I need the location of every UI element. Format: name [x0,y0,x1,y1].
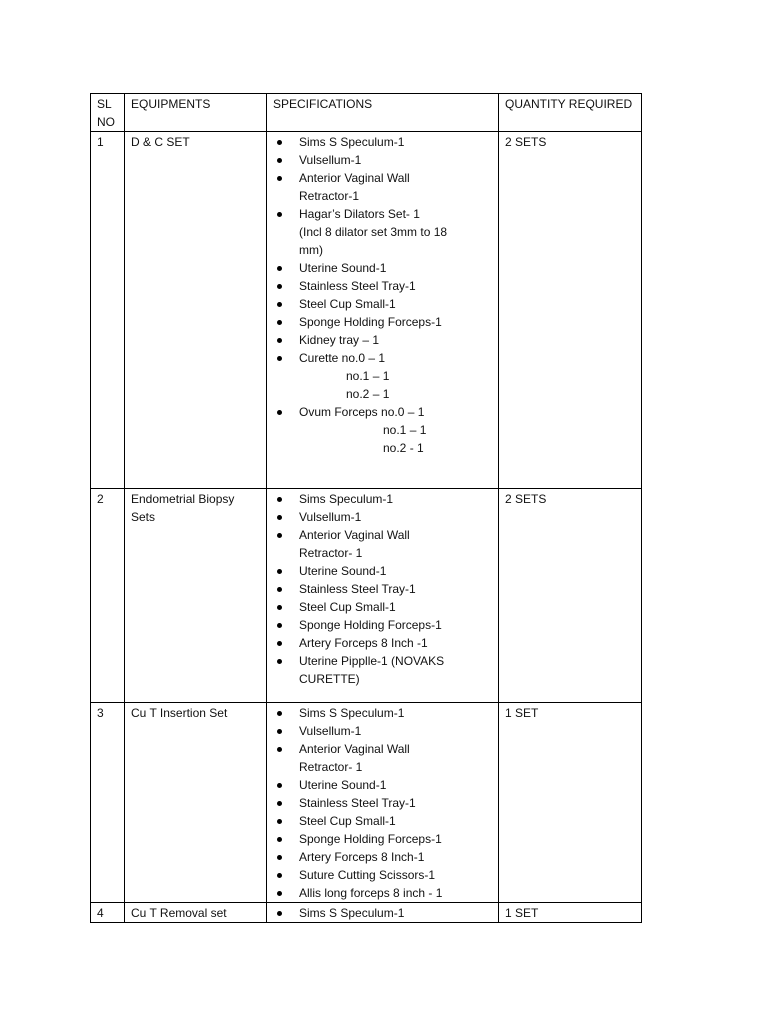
spec-line: Vulsellum-1 [299,510,362,524]
sl-no-cell: 3 [91,703,125,903]
spec-line: Retractor- 1 [299,546,363,560]
spec-line: Steel Cup Small-1 [299,600,396,614]
spec-line: Allis long forceps 8 inch - 1 [299,886,443,900]
sl-no-cell: 4 [91,903,125,923]
specifications-list [273,490,492,688]
spec-line: no.1 – 1 [346,369,390,383]
bullet-icon [277,855,282,860]
spec-item [273,295,492,313]
spec-line: Sims S Speculum-1 [299,906,405,920]
spec-line: Uterine Pipplle-1 (NOVAKS [299,654,445,668]
specifications-list [273,704,492,902]
spec-item [273,151,492,169]
spec-line: Stainless Steel Tray-1 [299,279,416,293]
spec-item [273,205,492,259]
spec-line: no.2 – 1 [346,387,390,401]
spec-line: Curette no.0 – 1 [299,351,386,365]
bullet-icon [277,729,282,734]
bullet-icon [277,356,282,361]
spec-line: no.2 - 1 [383,441,424,455]
sl-no-cell: 1 [91,132,125,489]
bullet-icon [277,533,282,538]
spec-line: Sponge Holding Forceps-1 [299,315,442,329]
quantity-cell: 1 SET [499,703,642,903]
bullet-icon [277,819,282,824]
spec-item [273,313,492,331]
bullet-icon [277,587,282,592]
spec-line: CURETTE) [299,672,360,686]
spec-line: Suture Cutting Scissors-1 [299,868,436,882]
spec-item [273,616,492,634]
spec-line: Uterine Sound-1 [299,778,387,792]
table-row [91,132,642,489]
bullet-icon [277,212,282,217]
spec-line: Stainless Steel Tray-1 [299,582,416,596]
bullet-icon [277,641,282,646]
spec-line: (Incl 8 dilator set 3mm to 18 [299,225,448,239]
spec-line: Anterior Vaginal Wall [299,742,410,756]
spec-line: Retractor- 1 [299,760,363,774]
spec-item [273,580,492,598]
bullet-icon [277,659,282,664]
spec-line: Sims S Speculum-1 [299,135,405,149]
bullet-icon [277,284,282,289]
equipment-table [90,93,642,923]
bullet-icon [277,711,282,716]
spec-line: Sims S Speculum-1 [299,706,405,720]
spec-item [273,331,492,349]
spec-line: Uterine Sound-1 [299,564,387,578]
spec-line: Stainless Steel Tray-1 [299,796,416,810]
specifications-cell [267,489,499,703]
spec-item [273,508,492,526]
spec-item [273,277,492,295]
spec-line: Steel Cup Small-1 [299,297,396,311]
sl-no-cell: 2 [91,489,125,703]
bullet-icon [277,515,282,520]
bullet-icon [277,911,282,916]
spec-item [273,794,492,812]
bullet-icon [277,338,282,343]
spec-item [273,776,492,794]
bullet-icon [277,320,282,325]
bullet-icon [277,497,282,502]
bullet-icon [277,623,282,628]
table-row [91,903,642,923]
specifications-cell [267,903,499,923]
specifications-list [273,133,492,457]
bullet-icon [277,891,282,896]
spec-line: Vulsellum-1 [299,724,362,738]
spec-item [273,634,492,652]
bullet-icon [277,747,282,752]
quantity-cell: 2 SETS [499,132,642,489]
bullet-icon [277,873,282,878]
quantity-cell: 2 SETS [499,489,642,703]
spec-item [273,884,492,902]
equipment-cell: D & C SET [125,132,267,489]
specifications-cell [267,703,499,903]
header-specifications: SPECIFICATIONS [267,94,499,132]
bullet-icon [277,140,282,145]
bullet-icon [277,158,282,163]
spec-item [273,403,492,457]
spec-line: Hagar’s Dilators Set- 1 [299,207,420,221]
spec-line: Sponge Holding Forceps-1 [299,618,442,632]
spec-item [273,526,492,562]
spec-item [273,812,492,830]
spec-line: Steel Cup Small-1 [299,814,396,828]
spec-item [273,652,492,688]
spec-line: Artery Forceps 8 Inch-1 [299,850,425,864]
spec-item [273,133,492,151]
bullet-icon [277,266,282,271]
table-header-row [91,94,642,132]
spec-item [273,704,492,722]
spec-line: mm) [299,243,323,257]
spec-item [273,904,492,922]
quantity-cell: 1 SET [499,903,642,923]
bullet-icon [277,801,282,806]
header-quantity-required: QUANTITY REQUIRED [499,94,642,132]
spec-item [273,562,492,580]
spec-item [273,866,492,884]
spec-line: Uterine Sound-1 [299,261,387,275]
spec-line: Anterior Vaginal Wall [299,528,410,542]
spec-item [273,848,492,866]
spec-line: Retractor-1 [299,189,360,203]
equipment-cell: Cu T Removal set [125,903,267,923]
table-row [91,703,642,903]
bullet-icon [277,569,282,574]
bullet-icon [277,605,282,610]
equipment-cell: Endometrial Biopsy Sets [125,489,267,703]
bullet-icon [277,783,282,788]
spec-item [273,598,492,616]
spec-line: Sponge Holding Forceps-1 [299,832,442,846]
spec-line: Kidney tray – 1 [299,333,380,347]
spec-item [273,349,492,403]
bullet-icon [277,176,282,181]
bullet-icon [277,410,282,415]
spec-line: Ovum Forceps no.0 – 1 [299,405,425,419]
header-equipments: EQUIPMENTS [125,94,267,132]
spec-line: no.1 – 1 [383,423,427,437]
specifications-list [273,904,492,922]
table-row [91,489,642,703]
spec-line: Sims Speculum-1 [299,492,394,506]
spec-item [273,169,492,205]
spec-line: Vulsellum-1 [299,153,362,167]
spec-line: Artery Forceps 8 Inch -1 [299,636,428,650]
spec-item [273,490,492,508]
equipment-cell: Cu T Insertion Set [125,703,267,903]
spec-item [273,259,492,277]
spec-item [273,830,492,848]
specifications-cell [267,132,499,489]
header-sl-no: SL NO [91,94,125,132]
spec-item [273,740,492,776]
bullet-icon [277,837,282,842]
spec-item [273,722,492,740]
spec-line: Anterior Vaginal Wall [299,171,410,185]
bullet-icon [277,302,282,307]
